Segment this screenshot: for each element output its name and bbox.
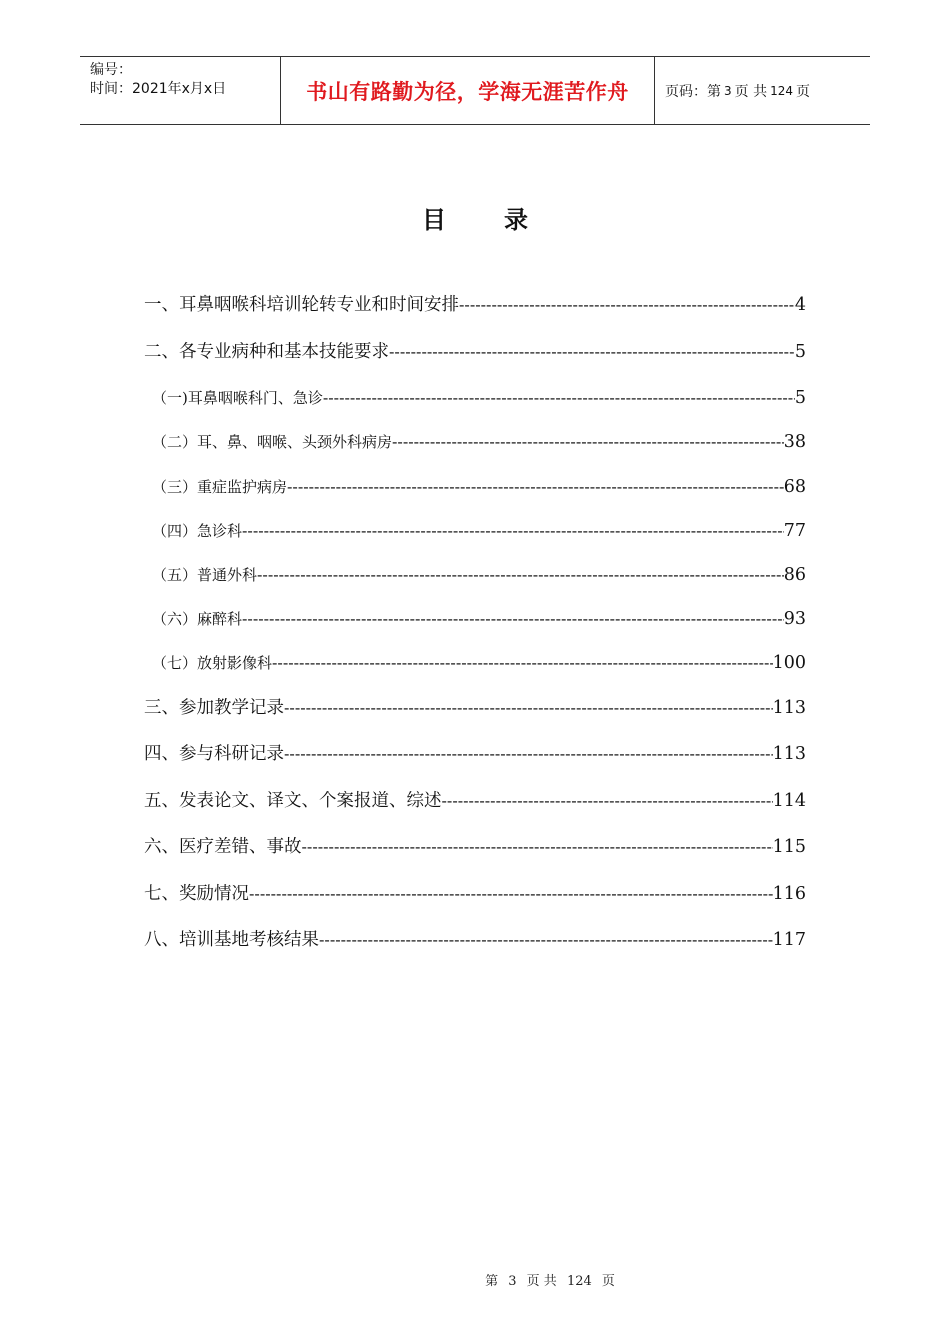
toc-entry-label: 二、各专业病种和基本技能要求 bbox=[144, 341, 389, 362]
toc-title-right: 录 bbox=[504, 205, 528, 234]
header-info-cell bbox=[80, 57, 281, 124]
toc-leader-dashes bbox=[319, 927, 773, 953]
header-page-mid: 页 共 bbox=[734, 83, 768, 100]
toc-entry-label: 八、培训基地考核结果 bbox=[144, 930, 319, 951]
toc-leader-dashes bbox=[287, 474, 784, 500]
toc-entry-label: 三、参加教学记录 bbox=[144, 697, 284, 718]
toc-entry-page: 5 bbox=[794, 388, 806, 409]
toc-entry-label: （六）麻醉科 bbox=[152, 610, 243, 629]
toc-entry[interactable] bbox=[144, 834, 806, 881]
toc-leader-dashes bbox=[302, 834, 773, 860]
toc-leader-dashes bbox=[392, 429, 784, 455]
toc-leader-dashes bbox=[284, 695, 773, 721]
toc-entry-page: 93 bbox=[783, 609, 806, 630]
toc-leader-dashes bbox=[249, 881, 773, 907]
toc-entry-label: （二）耳、鼻、咽喉、头颈外科病房 bbox=[152, 433, 393, 452]
footer-current-page: 3 bbox=[508, 1274, 517, 1289]
toc-entry-label: 六、医疗差错、事故 bbox=[144, 837, 302, 858]
toc-entry-page: 68 bbox=[783, 476, 806, 497]
toc-entry-page: 113 bbox=[772, 744, 806, 765]
toc-entry[interactable] bbox=[144, 788, 806, 835]
toc-entry[interactable] bbox=[144, 606, 806, 650]
toc-entry[interactable] bbox=[144, 429, 806, 473]
toc-entry[interactable] bbox=[144, 695, 806, 742]
toc-entry-label: 五、发表论文、译文、个案报道、综述 bbox=[144, 790, 442, 811]
footer-prefix: 第 bbox=[485, 1274, 499, 1289]
toc-entry-page: 4 bbox=[794, 295, 806, 315]
table-of-contents bbox=[144, 292, 806, 974]
toc-entry[interactable] bbox=[144, 650, 806, 694]
header-page-prefix: 页码：第 bbox=[665, 83, 721, 100]
toc-entry[interactable] bbox=[144, 927, 806, 974]
toc-entry-label: 七、奖励情况 bbox=[144, 883, 249, 904]
toc-entry-page: 77 bbox=[783, 520, 806, 541]
toc-leader-dashes bbox=[284, 741, 773, 767]
toc-entry-label: （五）普通外科 bbox=[152, 565, 258, 584]
toc-leader-dashes bbox=[323, 385, 795, 411]
toc-entry[interactable] bbox=[144, 562, 806, 606]
document-time-label: 时间：2021年x月x日 bbox=[90, 81, 227, 97]
toc-leader-dashes bbox=[242, 518, 784, 544]
toc-entry-page: 5 bbox=[794, 341, 806, 362]
toc-title bbox=[0, 200, 950, 235]
toc-leader-dashes bbox=[389, 339, 795, 365]
page-header bbox=[80, 56, 870, 125]
toc-entry[interactable] bbox=[144, 385, 806, 429]
toc-entry-page: 115 bbox=[772, 837, 806, 858]
toc-entry[interactable] bbox=[144, 292, 806, 339]
header-page-cell bbox=[655, 57, 870, 124]
toc-entry-page: 116 bbox=[772, 883, 806, 904]
toc-entry-page: 117 bbox=[772, 930, 806, 951]
toc-entry-page: 113 bbox=[772, 697, 806, 718]
toc-entry-label: 四、参与科研记录 bbox=[144, 744, 284, 765]
toc-title-left: 目 bbox=[422, 205, 446, 234]
toc-entry-label: （四）急诊科 bbox=[152, 521, 243, 540]
toc-leader-dashes bbox=[242, 606, 784, 632]
header-motto: 书山有路勤为径，学海无涯苦作舟 bbox=[306, 79, 629, 104]
document-number-label: 编号： bbox=[90, 62, 132, 78]
toc-entry-page: 114 bbox=[772, 790, 806, 811]
toc-entry-page: 86 bbox=[783, 564, 806, 585]
footer-mid: 页 共 bbox=[526, 1274, 557, 1289]
header-page-suffix: 页 bbox=[796, 83, 810, 100]
header-motto-cell bbox=[281, 57, 655, 124]
toc-entry[interactable] bbox=[144, 518, 806, 562]
toc-entry-label: 一、耳鼻咽喉科培训轮转专业和时间安排 bbox=[144, 295, 459, 315]
footer-suffix: 页 bbox=[601, 1274, 615, 1289]
toc-entry-label: （七）放射影像科 bbox=[152, 654, 273, 673]
toc-leader-dashes bbox=[257, 562, 784, 588]
header-page-total: 124 bbox=[770, 83, 793, 98]
toc-entry[interactable] bbox=[144, 474, 806, 518]
toc-entry-page: 100 bbox=[772, 653, 806, 674]
toc-leader-dashes bbox=[459, 292, 795, 318]
toc-entry-page: 38 bbox=[783, 432, 806, 453]
footer-total-pages: 124 bbox=[566, 1274, 592, 1289]
toc-entry[interactable] bbox=[144, 741, 806, 788]
toc-leader-dashes bbox=[442, 788, 773, 814]
toc-entry-label: （一)耳鼻咽喉科门、急诊 bbox=[152, 389, 323, 408]
header-page-current: 3 bbox=[724, 83, 732, 98]
toc-entry[interactable] bbox=[144, 339, 806, 386]
toc-entry-label: （三）重症监护病房 bbox=[152, 477, 288, 496]
page-footer bbox=[0, 1270, 950, 1289]
toc-leader-dashes bbox=[272, 650, 773, 676]
toc-entry[interactable] bbox=[144, 881, 806, 928]
